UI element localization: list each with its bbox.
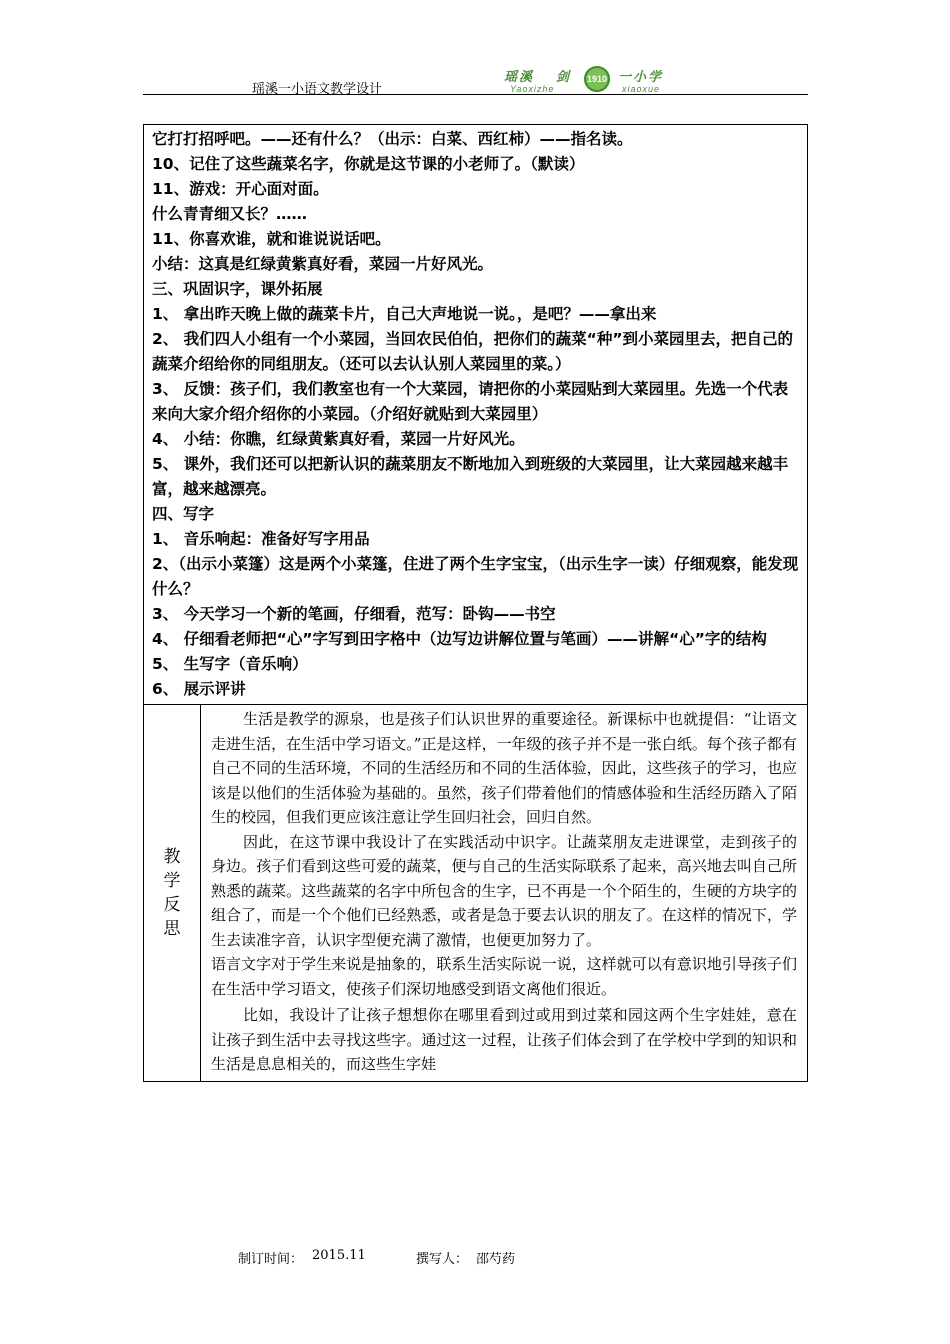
logo-text-left: 瑶溪 — [504, 70, 535, 85]
logo-text-mid: 剑 — [556, 70, 572, 85]
logo-text-right: 一小学 — [618, 70, 664, 85]
reflection-paragraph: 语言文字对于学生来说是抽象的，联系生活实际说一说，这样就可以有意识地引导孩子们在生活中学习语文，使孩子们深切地感受到语文离他们很近。 — [211, 955, 797, 998]
lesson-line: 3、 今天学习一个新的笔画，仔细看，范写：卧钩——书空 — [152, 605, 556, 623]
lesson-line: 2、（出示小菜篷）这是两个小菜篷，住进了两个生字宝宝，（出示生字一读）仔细观察，能发现什么？ — [152, 555, 799, 598]
header-rule — [143, 94, 808, 95]
revision-date: 2015.11 — [312, 1248, 366, 1263]
reflection-label — [144, 705, 201, 1082]
document-header-title: 瑶溪一小语文教学设计 — [252, 82, 383, 97]
lesson-line: 6、 展示评讲 — [152, 680, 246, 698]
school-logo — [498, 64, 694, 98]
lesson-line: 5、 课外，我们还可以把新认识的蔬菜朋友不断地加入到班级的大菜园里，让大菜园越来越丰富，越来越漂亮。 — [152, 455, 789, 498]
reflection-label-char: 学 — [163, 870, 181, 891]
lesson-line: 4、 仔细看老师把“心”字写到田字格中（边写边讲解位置与笔画）——讲解“心”字的结构 — [152, 630, 767, 648]
lesson-line: 它打打招呼吧。——还有什么？（出示：白菜、西红柿）——指名读。 — [152, 130, 633, 148]
logo-subtext-left: Yaoxizhe — [510, 84, 555, 94]
lesson-line: 3、 反馈：孩子们，我们教室也有一个大菜园，请把你的小菜园贴到大菜园里。先选一个代表来向大家介绍介绍你的小菜园。（介绍好就贴到大菜园里） — [152, 380, 789, 423]
reflection-paragraph: 生活是教学的源泉，也是孩子们认识世界的重要途径。新课标中也就提倡：“让语文走进生活，在生活中学习语文。”正是这样，一年级的孩子并不是一张白纸。每个孩子都有自己不同的生活环境，不同的生活经历和不同的生活体验，因此，这些孩子的学习，也应该是以他们的生活体验为基础的。虽然，孩子们带着他们的情感体验和生活经历踏入了陌生的校园，但我们更应该注意让学生回归社会，回归自然。 — [211, 710, 797, 826]
lesson-line: 10、记住了这些蔬菜名字，你就是这节课的小老师了。（默读） — [152, 155, 585, 173]
lesson-line: 4、 小结：你瞧，红绿黄紫真好看，菜园一片好风光。 — [152, 430, 525, 448]
section-heading: 三、巩固识字，课外拓展 — [152, 280, 323, 298]
lesson-line: 11、游戏：开心面对面。 — [152, 180, 329, 198]
reflection-content — [201, 705, 808, 1082]
lesson-line: 2、 我们四人小组有一个小菜园，当回农民伯伯，把你们的蔬菜“种”到小菜园里去，把自己的蔬菜介绍给你的同组朋友。（还可以去认认别人菜园里的菜。） — [152, 330, 794, 373]
logo-badge: 1910 — [584, 66, 610, 92]
lesson-line: 什么青青细又长？…… — [152, 205, 308, 223]
section-heading: 四、写字 — [152, 505, 215, 523]
reflection-label-char: 教 — [163, 846, 181, 867]
lesson-line: 小结：这真是红绿黄紫真好看，菜园一片好风光。 — [152, 255, 494, 273]
author-label: 撰写人： — [416, 1252, 469, 1267]
reflection-label-char: 思 — [163, 918, 181, 939]
lesson-table — [143, 124, 808, 1082]
revision-label: 制订时间： — [238, 1252, 304, 1267]
logo-subtext-right: xiaoxue — [622, 84, 661, 94]
reflection-paragraph: 比如，我设计了让孩子想想你在哪里看到过或用到过菜和园这两个生字娃娃，意在让孩子到生活中去寻找这些字。通过这一过程，让孩子们体会到了在学校中学到的知识和生活是息息相关的，而这些生字娃 — [211, 1006, 797, 1073]
reflection-paragraph: 因此，在这节课中我设计了在实践活动中识字。让蔬菜朋友走进课堂，走到孩子的身边。孩子们看到这些可爱的蔬菜，便与自己的生活实际联系了起来，高兴地去叫自己所熟悉的蔬菜。这些蔬菜的名字中所包含的生字，已不再是一个个陌生的，生硬的方块字的组合了，而是一个个他们已经熟悉，或者是急于要去认识的朋友了。在这样的情况下，学生去读准字音，认识字型便充满了激情，也便更加努力了。 — [211, 832, 797, 949]
author-name: 邵芍药 — [476, 1252, 516, 1267]
reflection-label-char: 反 — [163, 894, 181, 915]
lesson-line: 1、 拿出昨天晚上做的蔬菜卡片，自己大声地说一说。，是吧？——拿出来 — [152, 305, 657, 323]
lesson-line: 1、 音乐响起：准备好写字用品 — [152, 530, 370, 548]
lesson-steps-cell — [144, 125, 808, 705]
lesson-steps-row — [144, 125, 808, 705]
lesson-line: 11、你喜欢谁，就和谁说说话吧。 — [152, 230, 391, 248]
reflection-row — [144, 705, 808, 1082]
lesson-line: 5、 生写字（音乐响） — [152, 655, 308, 673]
